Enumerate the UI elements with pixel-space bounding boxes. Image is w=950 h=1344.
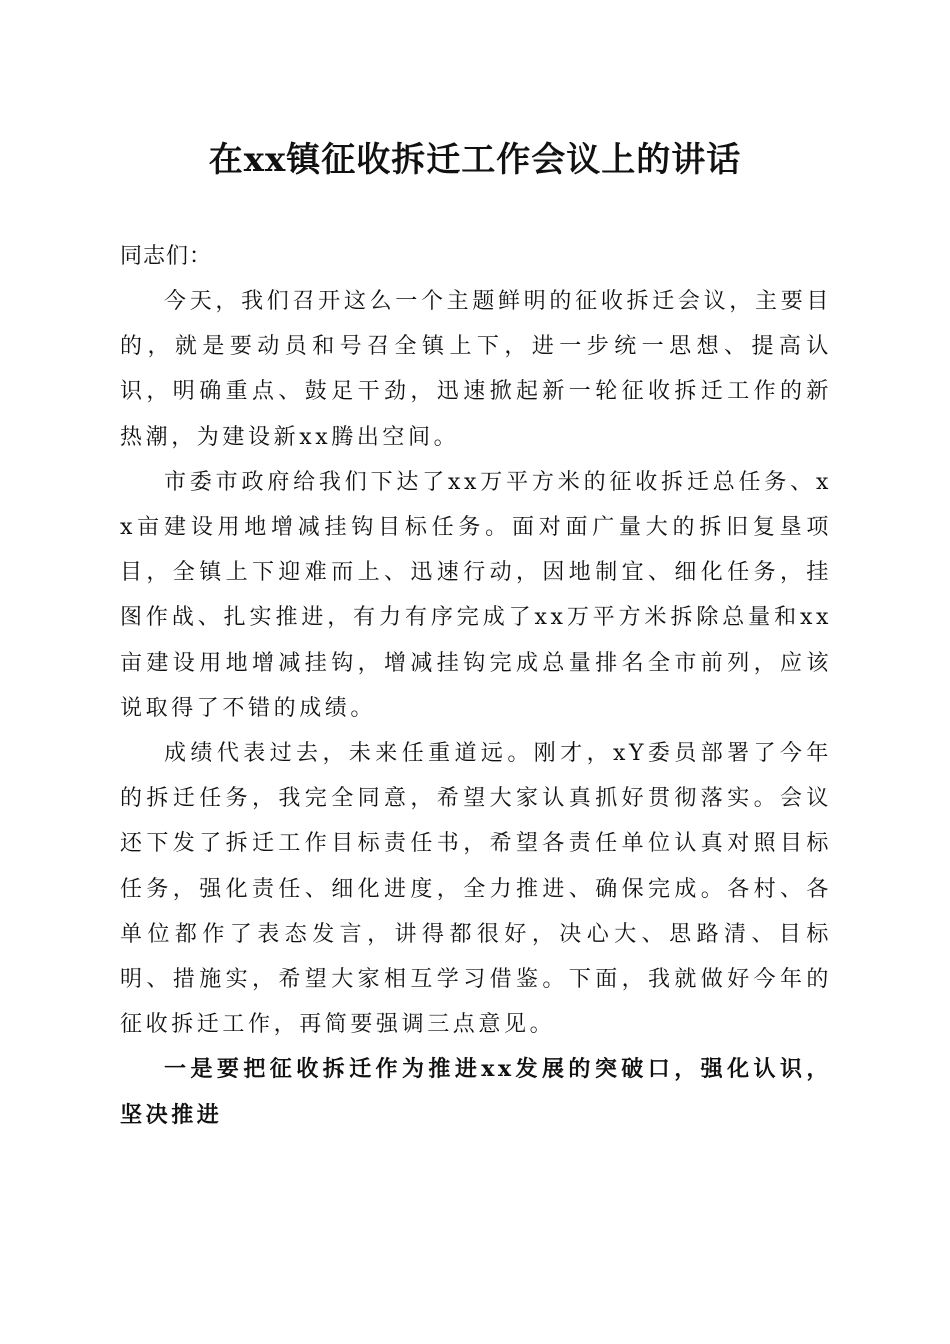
paragraph-outlook: 成绩代表过去，未来任重道远。刚才，xY委员部署了今年的拆迁任务，我完全同意，希望大家认真抓好贯彻落实。会议还下发了拆迁工作目标责任书，希望各责任单位认真对照目标任务，强化责任、细化进度，全力推进、确保完成。各村、各单位都作了表态发言，讲得都很好，决心大、思路清、目标明、措施实，希望大家相互学习借鉴。下面，我就做好今年的征收拆迁工作，再简要强调三点意见。 xyxy=(120,741,832,1038)
paragraph-achievements: 市委市政府给我们下达了xx万平方米的征收拆迁总任务、xx亩建设用地增减挂钩目标任务。面对面广量大的拆旧复垦项目，全镇上下迎难而上、迅速行动，因地制宜、细化任务，挂图作战、扎实推进，有力有序完成了xx万平方米拆除总量和xx亩建设用地增减挂钩，增减挂钩完成总量排名全市前列，应该说取得了不错的成绩。 xyxy=(120,469,832,721)
paragraph-opening: 今天，我们召开这么一个主题鲜明的征收拆迁会议，主要目的，就是要动员和号召全镇上下，进一步统一思想、提高认识，明确重点、鼓足干劲，迅速掀起新一轮征收拆迁工作的新热潮，为建设新xx腾出空间。 xyxy=(120,289,832,450)
document-body xyxy=(120,234,832,1138)
section-heading-one: 一是要把征收拆迁作为推进xx发展的突破口，强化认识，坚决推进 xyxy=(120,1056,832,1128)
salutation: 同志们： xyxy=(120,244,213,269)
document-title: 在xx镇征收拆迁工作会议上的讲话 xyxy=(208,140,742,180)
